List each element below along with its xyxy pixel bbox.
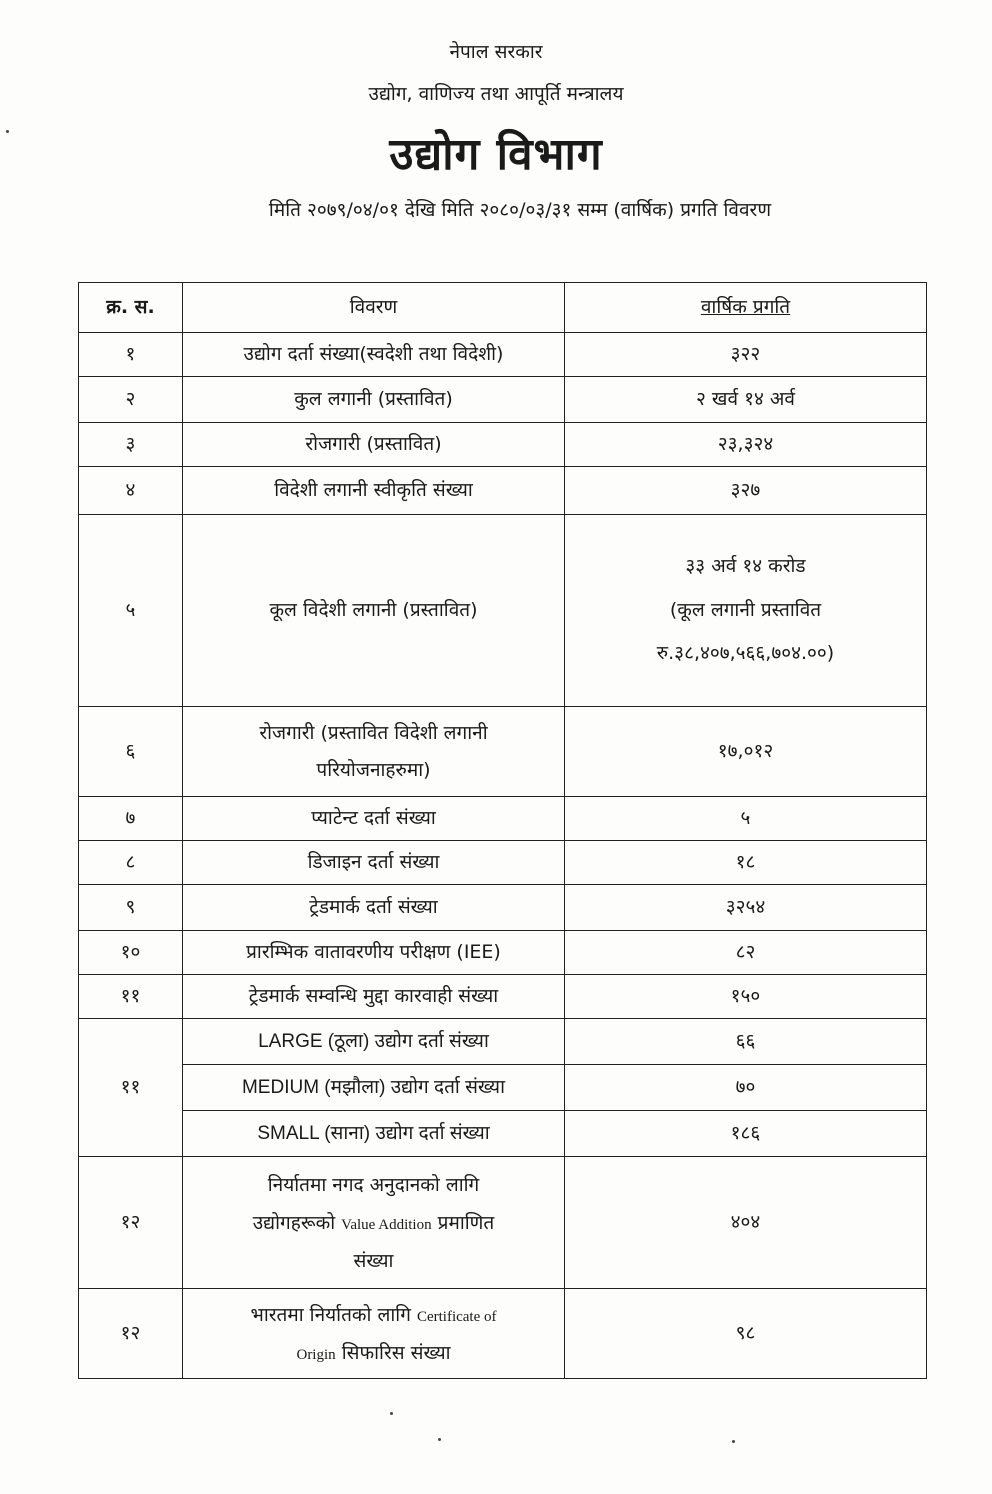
cell-progress: ८२	[565, 931, 927, 975]
cell-progress: १७,०१२	[565, 707, 927, 797]
scan-speck	[732, 1440, 735, 1443]
desc-fragment-latin: Certificate of	[416, 1308, 497, 1325]
cell-progress: २ खर्व १४ अर्व	[565, 377, 927, 423]
cell-progress: १५०	[565, 975, 927, 1019]
desc-line: रोजगारी (प्रस्तावित विदेशी लगानी	[259, 722, 488, 745]
table-row	[79, 975, 927, 1019]
cell-progress: ७०	[565, 1065, 927, 1111]
table-row	[79, 423, 927, 467]
cell-sn: ३	[79, 423, 183, 467]
cell-progress: ५	[565, 797, 927, 841]
desc-line: संख्या	[353, 1249, 394, 1272]
cell-desc: उद्योग दर्ता संख्या(स्वदेशी तथा विदेशी)	[183, 333, 565, 377]
cell-sn: ५	[79, 515, 183, 707]
progress-line: ३३ अर्व १४ करोड	[685, 554, 806, 577]
desc-line: निर्यातमा नगद अनुदानको लागि	[267, 1173, 480, 1196]
scan-speck	[438, 1438, 441, 1441]
desc-fragment: प्रमाणित	[437, 1211, 495, 1234]
cell-desc: कूल विदेशी लगानी (प्रस्तावित)	[183, 515, 565, 707]
cell-progress: ४०४	[565, 1157, 927, 1289]
desc-line: परियोजनाहरुमा)	[316, 758, 431, 781]
desc-line	[189, 1334, 558, 1372]
cell-desc	[183, 1157, 565, 1289]
cell-sn: ११	[79, 975, 183, 1019]
cell-progress	[565, 515, 927, 707]
scan-speck	[6, 130, 9, 133]
cell-sn: ९	[79, 885, 183, 931]
table-row	[79, 467, 927, 515]
cell-sn: ७	[79, 797, 183, 841]
desc-fragment: उद्योगहरूको	[252, 1211, 336, 1234]
cell-sn: ६	[79, 707, 183, 797]
cell-desc: कुल लगानी (प्रस्तावित)	[183, 377, 565, 423]
cell-sn: १२	[79, 1289, 183, 1379]
progress-line: रु.३८,४०७,५६६,७०४.००)	[656, 642, 835, 665]
cell-progress: ६६	[565, 1019, 927, 1065]
progress-line: (कूल लगानी प्रस्तावित	[669, 598, 822, 621]
scan-speck	[390, 1412, 393, 1415]
cell-progress: ३२२	[565, 333, 927, 377]
table-row	[79, 515, 927, 707]
desc-line	[189, 1296, 558, 1334]
table-row	[79, 1289, 927, 1379]
cell-progress: १८	[565, 841, 927, 885]
cell-desc: ट्रेडमार्क दर्ता संख्या	[183, 885, 565, 931]
table-row	[79, 885, 927, 931]
table-row	[79, 1065, 927, 1111]
table-row	[79, 333, 927, 377]
table-row	[79, 377, 927, 423]
cell-progress: ३२५४	[565, 885, 927, 931]
cell-desc: विदेशी लगानी स्वीकृति संख्या	[183, 467, 565, 515]
cell-desc	[183, 1289, 565, 1379]
table-row	[79, 931, 927, 975]
header-sn: क्र. स.	[79, 283, 183, 333]
cell-progress: १८६	[565, 1111, 927, 1157]
table-row	[79, 1157, 927, 1289]
cell-desc: SMALL (साना) उद्योग दर्ता संख्या	[183, 1111, 565, 1157]
table-row	[79, 707, 927, 797]
government-name: नेपाल सरकार	[449, 41, 543, 63]
header-desc: विवरण	[183, 283, 565, 333]
cell-desc: रोजगारी (प्रस्तावित)	[183, 423, 565, 467]
table-row	[79, 797, 927, 841]
cell-sn: ८	[79, 841, 183, 885]
report-subtitle: मिति २०७९/०४/०१ देखि मिति २०८०/०३/३१ सम्म (वार्षिक) प्रगति विवरण	[268, 199, 772, 221]
cell-progress: ३२७	[565, 467, 927, 515]
cell-progress: ९८	[565, 1289, 927, 1379]
department-title: उद्योग विभाग	[389, 129, 603, 180]
header-progress-label: वार्षिक प्रगति	[700, 295, 791, 318]
cell-desc: डिजाइन दर्ता संख्या	[183, 841, 565, 885]
table-row	[79, 841, 927, 885]
cell-sn: ४	[79, 467, 183, 515]
desc-fragment-latin: Origin	[296, 1346, 336, 1363]
cell-sn: ११	[79, 1019, 183, 1157]
desc-fragment-latin: Value Addition	[341, 1216, 432, 1233]
table-row	[79, 1019, 927, 1065]
cell-desc: LARGE (ठूला) उद्योग दर्ता संख्या	[183, 1019, 565, 1065]
table-header-row	[79, 283, 927, 333]
cell-sn: १२	[79, 1157, 183, 1289]
cell-sn: १०	[79, 931, 183, 975]
cell-desc: प्याटेन्ट दर्ता संख्या	[183, 797, 565, 841]
ministry-name: उद्योग, वाणिज्य तथा आपूर्ति मन्त्रालय	[368, 83, 624, 105]
table-row	[79, 1111, 927, 1157]
header-progress	[565, 283, 927, 333]
cell-desc: प्रारम्भिक वातावरणीय परीक्षण (IEE)	[183, 931, 565, 975]
cell-desc: ट्रेडमार्क सम्वन्धि मुद्दा कारवाही संख्या	[183, 975, 565, 1019]
desc-line	[189, 1204, 558, 1242]
progress-table	[78, 282, 927, 1379]
desc-fragment: सिफारिस संख्या	[341, 1341, 451, 1364]
cell-sn: १	[79, 333, 183, 377]
desc-fragment: भारतमा निर्यातको लागि	[250, 1303, 411, 1326]
cell-desc	[183, 707, 565, 797]
cell-desc: MEDIUM (मझौला) उद्योग दर्ता संख्या	[183, 1065, 565, 1111]
cell-progress: २३,३२४	[565, 423, 927, 467]
cell-sn: २	[79, 377, 183, 423]
